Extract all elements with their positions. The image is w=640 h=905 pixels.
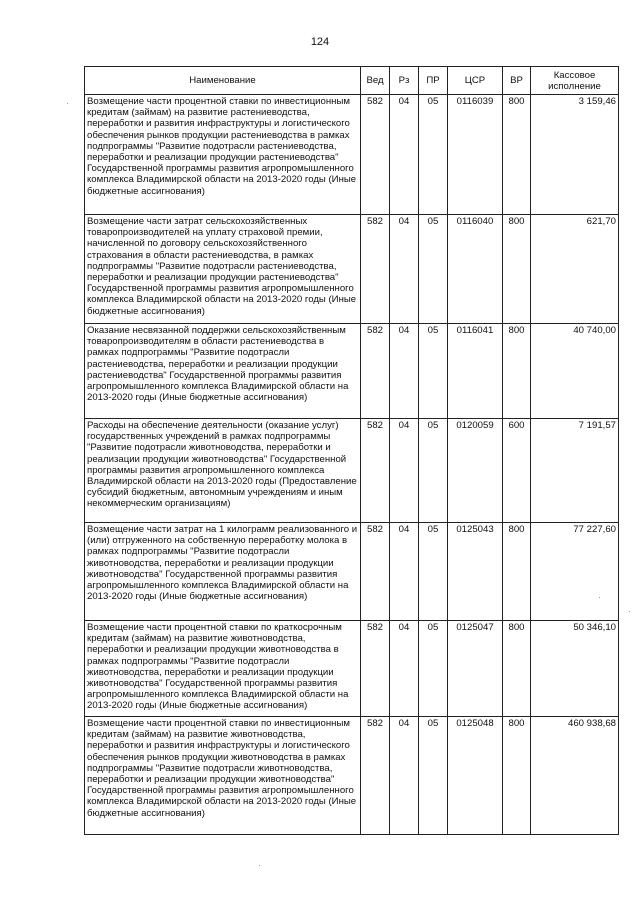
table-row bbox=[85, 717, 619, 835]
row-rz: 04 bbox=[390, 215, 419, 324]
row-rz: 04 bbox=[390, 523, 419, 621]
row-name: Возмещение части процентной ставки по инвестиционным кредитам (займам) на развитие растениеводства, переработки и развития инфраструктуры и логистического обеспечения рынков продукции растениеводства в рамках подпрограммы "Развитие подотрасли растениеводства, переработки и реализации продукции растениеводства" Государственной программы развития агропромышленного комплекса Владимирской области на 2013-2020 годы (Иные бюджетные ассигнования) bbox=[85, 95, 361, 215]
header-name: Наименование bbox=[85, 67, 361, 95]
row-rz: 04 bbox=[390, 324, 419, 419]
row-vr: 800 bbox=[503, 621, 531, 717]
scan-speck: · bbox=[258, 860, 261, 870]
row-csr: 0116041 bbox=[448, 324, 503, 419]
row-ved: 582 bbox=[361, 523, 390, 621]
row-name: Возмещение части процентной ставки по краткосрочным кредитам (займам) на развитие животноводства, переработки и реализации продукции животноводства в рамках подпрограммы "Развитие подотрасли животноводства, переработки и реализации продукции животноводства" Государственной программы развития агропромышленного комплекса Владимирской области на 2013-2020 годы (Иные бюджетные ассигнования) bbox=[85, 621, 361, 717]
row-pr: 05 bbox=[419, 523, 448, 621]
row-vr: 800 bbox=[503, 215, 531, 324]
row-ved: 582 bbox=[361, 95, 390, 215]
row-csr: 0125043 bbox=[448, 523, 503, 621]
budget-table bbox=[84, 66, 619, 835]
table-row bbox=[85, 324, 619, 419]
row-ved: 582 bbox=[361, 215, 390, 324]
row-pr: 05 bbox=[419, 621, 448, 717]
row-rz: 04 bbox=[390, 95, 419, 215]
scan-speck: · bbox=[66, 98, 69, 108]
header-amount: Кассовое исполнение bbox=[531, 67, 619, 95]
row-name: Возмещение части затрат на 1 килограмм реализованного и (или) отгруженного на собственную переработку молока в рамках подпрограммы "Развитие подотрасли животноводства, переработки и реализации продукции животноводства" Государственной программы развития агропромышленного комплекса Владимирской области на 2013-2020 годы (Иные бюджетные ассигнования) bbox=[85, 523, 361, 621]
row-amount: 621,70 bbox=[531, 215, 619, 324]
scan-speck: · bbox=[598, 592, 601, 602]
row-amount: 3 159,46 bbox=[531, 95, 619, 215]
header-vr: ВР bbox=[503, 67, 531, 95]
row-amount: 50 346,10 bbox=[531, 621, 619, 717]
row-name: Расходы на обеспечение деятельности (оказание услуг) государственных учреждений в рамках подпрограммы "Развитие подотрасли животноводства, переработки и реализации продукции животноводства" Государственной программы развития агропромышленного комплекса Владимирской области на 2013-2020 годы (Предоставление субсидий бюджетным, автономным учреждениям и иным некоммерческим организациям) bbox=[85, 419, 361, 523]
row-csr: 0125047 bbox=[448, 621, 503, 717]
row-vr: 800 bbox=[503, 523, 531, 621]
table-row bbox=[85, 621, 619, 717]
header-pr: ПР bbox=[419, 67, 448, 95]
row-name: Оказание несвязанной поддержки сельскохозяйственным товаропроизводителям в области растениеводства в рамках подпрограммы "Развитие подотрасли растениеводства, переработки и реализации продукции растениеводства" Государственной программы развития агропромышленного комплекса Владимирской области на 2013-2020 годы (Иные бюджетные ассигнования) bbox=[85, 324, 361, 419]
row-vr: 600 bbox=[503, 419, 531, 523]
row-ved: 582 bbox=[361, 717, 390, 835]
row-vr: 800 bbox=[503, 95, 531, 215]
header-rz: Рз bbox=[390, 67, 419, 95]
row-pr: 05 bbox=[419, 215, 448, 324]
row-rz: 04 bbox=[390, 419, 419, 523]
row-pr: 05 bbox=[419, 419, 448, 523]
row-name: Возмещение части затрат сельскохозяйственных товаропроизводителей на уплату страховой премии, начисленной по договору сельскохозяйственного страхования в области растениеводства, в рамках подпрограммы "Развитие подотрасли растениеводства, переработки и реализации продукции растениеводства" Государственной программы развития агропромышленного комплекса Владимирской области на 2013-2020 годы (Иные бюджетные ассигнования) bbox=[85, 215, 361, 324]
page-number: 124 bbox=[310, 36, 330, 48]
row-csr: 0125048 bbox=[448, 717, 503, 835]
row-name: Возмещение части процентной ставки по инвестиционным кредитам (займам) на развитие животноводства, переработки и развития инфраструктуры и логистического обеспечения рынков продукции животноводства в рамках подпрограммы "Развитие подотрасли животноводства, переработки и реализации продукции животноводства" Государственной программы развития агропромышленного комплекса Владимирской области на 2013-2020 годы (Иные бюджетные ассигнования) bbox=[85, 717, 361, 835]
table-row bbox=[85, 419, 619, 523]
row-pr: 05 bbox=[419, 717, 448, 835]
row-csr: 0120059 bbox=[448, 419, 503, 523]
row-csr: 0116040 bbox=[448, 215, 503, 324]
table-row bbox=[85, 523, 619, 621]
row-ved: 582 bbox=[361, 324, 390, 419]
row-ved: 582 bbox=[361, 621, 390, 717]
row-amount: 460 938,68 bbox=[531, 717, 619, 835]
row-rz: 04 bbox=[390, 621, 419, 717]
table-row bbox=[85, 95, 619, 215]
row-pr: 05 bbox=[419, 95, 448, 215]
table-header-row bbox=[85, 67, 619, 95]
table-row bbox=[85, 215, 619, 324]
row-csr: 0116039 bbox=[448, 95, 503, 215]
row-ved: 582 bbox=[361, 419, 390, 523]
row-amount: 77 227,60 bbox=[531, 523, 619, 621]
row-amount: 40 740,00 bbox=[531, 324, 619, 419]
row-rz: 04 bbox=[390, 717, 419, 835]
row-vr: 800 bbox=[503, 324, 531, 419]
row-vr: 800 bbox=[503, 717, 531, 835]
scan-speck: · bbox=[628, 606, 631, 616]
header-csr: ЦСР bbox=[448, 67, 503, 95]
row-pr: 05 bbox=[419, 324, 448, 419]
header-ved: Вед bbox=[361, 67, 390, 95]
row-amount: 7 191,57 bbox=[531, 419, 619, 523]
